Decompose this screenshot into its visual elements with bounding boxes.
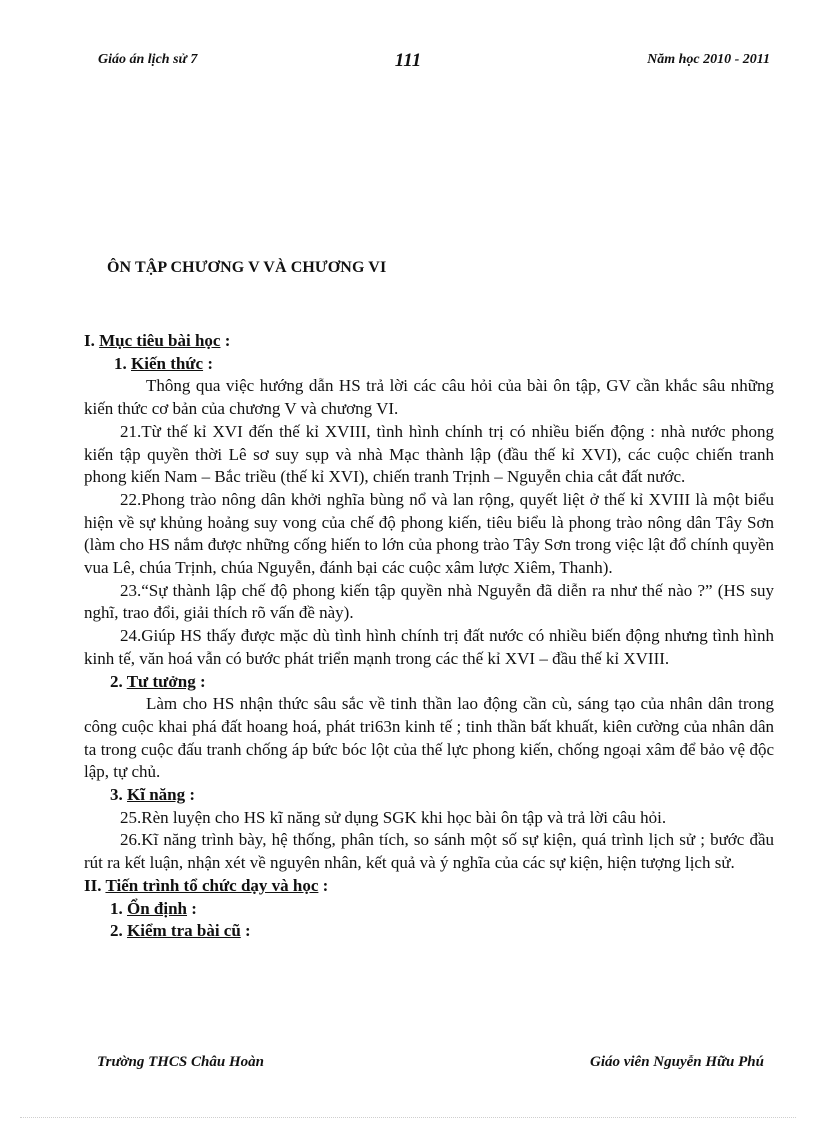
knowledge-heading: 1. Kiến thức : — [114, 353, 213, 373]
section-objectives-heading: I. Mục tiêu bài học : — [84, 331, 231, 350]
review-heading: 2. Kiểm tra bài cũ : — [110, 921, 251, 941]
item-25: 25.Rèn luyện cho HS kĩ năng sử dụng SGK khi học bài ôn tập và trả lời câu hỏi. — [120, 807, 667, 827]
footer-school: Trường THCS Châu Hoàn — [97, 1054, 264, 1070]
footer-teacher: Giáo viên Nguyễn Hữu Phú — [589, 1054, 764, 1070]
item-24: 24.Giúp HS thấy được mặc dù tình hình chính trị đất nước có nhiều biến động nhưng tình hình kinh tế, văn hoá vẫn có bước phát triển mạnh trong các thế kỉ XVI – đầu thế kỉ XVIII. — [84, 626, 774, 668]
item-26: 26.Kĩ năng trình bày, hệ thống, phân tích, so sánh một số sự kiện, quá trình lịch sử ; bước đầu rút ra kết luận, nhận xét về nguyên nhân, kết quả và ý nghĩa của các sự kiện, hiện tượng lịch sử. — [84, 830, 774, 873]
page-bottom-divider — [20, 1117, 796, 1118]
knowledge-intro: Thông qua việc hướng dẫn HS trả lời các câu hỏi của bài ôn tập, GV cần khắc sâu những kiến thức cơ bản của chương V và chương VI. — [84, 376, 774, 419]
lesson-content — [84, 330, 774, 943]
lesson-title: ÔN TẬP CHƯƠNG V VÀ CHƯƠNG VI — [107, 259, 387, 276]
header-subject: Giáo án lịch sử 7 — [98, 52, 198, 67]
section-process-heading: II. Tiến trình tổ chức dạy và học : — [84, 875, 329, 895]
stabilize-heading: 1. Ổn định : — [110, 898, 197, 918]
item-21: 21.Từ thế kỉ XVI đến thế kỉ XVIII, tình hình chính trị có nhiều biến động : nhà nước phong kiến tập quyền thời Lê sơ suy sụp và nhà Mạc thành lập (đầu thế kỉ XVI), các cuộc chiến tranh phong kiến Nam – Bắc triều (thế kỉ XVI), chiến tranh Trịnh – Nguyễn chia cắt đất nước. — [84, 421, 774, 487]
item-22: 22.Phong trào nông dân khởi nghĩa bùng nổ và lan rộng, quyết liệt ở thế kỉ XVIII là một biểu hiện về sự khủng hoảng suy vong của chế độ phong kiến, tiêu biểu là phong trào nông dân Tây Sơn (làm cho HS nắm được những cống hiến to lớn của phong trào Tây Sơn trong việc lật đổ chính quyền vua Lê, chúa Trịnh, chúa Nguyễn, đánh bại các cuộc xâm lược Xiêm, Thanh). — [84, 489, 775, 578]
ideology-heading: 2. Tư tưởng : — [110, 671, 206, 691]
item-23: 23.“Sự thành lập chế độ phong kiến tập quyền nhà Nguyễn đã diễn ra như thế nào ?” (HS suy nghĩ, trao đổi, giải thích rõ vấn đề này). — [84, 580, 774, 623]
skills-heading: 3. Kĩ năng : — [110, 785, 196, 805]
page-number: 111 — [394, 50, 422, 71]
ideology-body: Làm cho HS nhận thức sâu sắc về tinh thần lao động cần cù, sáng tạo của nhân dân trong công cuộc khai phá đất hoang hoá, phát tri63n kinh tế ; tinh thần bất khuất, kiên cường của nhân dân ta trong cuộc đấu tranh chống áp bức bóc lột của thế lực phong kiến, chống ngoại xâm để bảo vệ độc lập, tự chủ. — [84, 694, 774, 782]
header-school-year: Năm học 2010 - 2011 — [647, 52, 770, 67]
